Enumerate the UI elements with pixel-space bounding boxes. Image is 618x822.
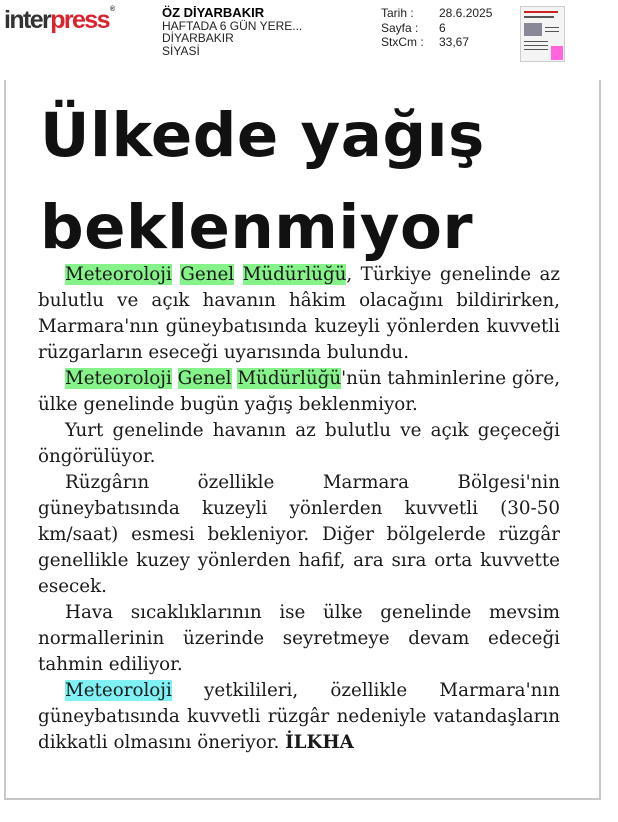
- highlight-keyword: Genel: [177, 368, 232, 389]
- paragraph-text: 'nün tahminlerine göre, ülke genelinde bugün yağış beklenmiyor.: [38, 368, 561, 415]
- page-label: Sayfa :: [381, 20, 419, 35]
- logo-text-inter: inter: [4, 6, 51, 34]
- headline-line-1: Ülkede yağış: [40, 100, 485, 171]
- highlight-keyword: Meteoroloji: [65, 368, 172, 389]
- publication-category: SİYASİ: [162, 43, 200, 58]
- clipping-info: [381, 6, 492, 50]
- highlight-keyword: Müdürlüğü: [242, 264, 347, 285]
- news-source: İLKHA: [285, 732, 354, 753]
- paragraph-6: [38, 678, 560, 756]
- page-thumbnail[interactable]: [520, 6, 565, 62]
- paragraph-5: Hava sıcaklıklarının ise ülke genelinde mevsim normallerinin üzerinde seyretmeye devam edeceği tahmin ediliyor.: [38, 602, 560, 675]
- article-body: [38, 262, 560, 756]
- clipping-meta: [162, 7, 302, 57]
- paragraph-4: Rüzgârın özellikle Marmara Bölgesi'nin güneybatısında kuzeyli yönlerden kuvvetli (30-50 km/saat) esmesi bekleniyor. Diğer bölgelerde rüzgâr genellikle kuzey yönlerden hafif, ara sıra orta kuvvette esecek.: [38, 472, 560, 597]
- page-value: 6: [439, 20, 446, 35]
- publication-city: DİYARBAKIR: [162, 31, 234, 45]
- article-headline: [40, 90, 485, 274]
- publication-name: ÖZ DİYARBAKIR: [162, 5, 265, 20]
- highlight-keyword: Meteoroloji: [65, 680, 172, 701]
- highlight-keyword: Genel: [180, 264, 235, 285]
- paragraph-1: [38, 262, 560, 366]
- headline-line-2: beklenmiyor: [40, 192, 474, 263]
- paragraph-text: yetkilileri, özellikle Marmara'nın güneybatısında kuvvetli rüzgâr nedeniyle vatandaşların dikkatli olmasını öneriyor.: [38, 680, 560, 753]
- paragraph-text: , Türkiye genelinde az bulutlu ve açık havanın hâkim olacağını bildirirken, Marmara'nın güneybatısında kuzeyli yönlerden kuvvetli rüzgarların eseceği uyarısında bulundu.: [38, 264, 560, 363]
- logo-text-press: press: [50, 6, 109, 34]
- highlight-keyword: Müdürlüğü: [237, 368, 342, 389]
- stxcm-value: 33,67: [439, 35, 470, 49]
- paragraph-3: Yurt genelinde havanın az bulutlu ve açık geçeceği öngörülüyor.: [38, 420, 560, 467]
- paragraph-2: [38, 366, 560, 418]
- interpress-logo: [4, 6, 115, 35]
- publication-frequency: HAFTADA 6 GÜN YERE...: [162, 18, 303, 33]
- date-value: 28.6.2025: [439, 6, 493, 20]
- highlight-keyword: Meteoroloji: [65, 264, 172, 285]
- registered-mark: ®: [109, 6, 116, 13]
- stxcm-label: StxCm :: [381, 35, 424, 49]
- date-label: Tarih :: [381, 6, 414, 20]
